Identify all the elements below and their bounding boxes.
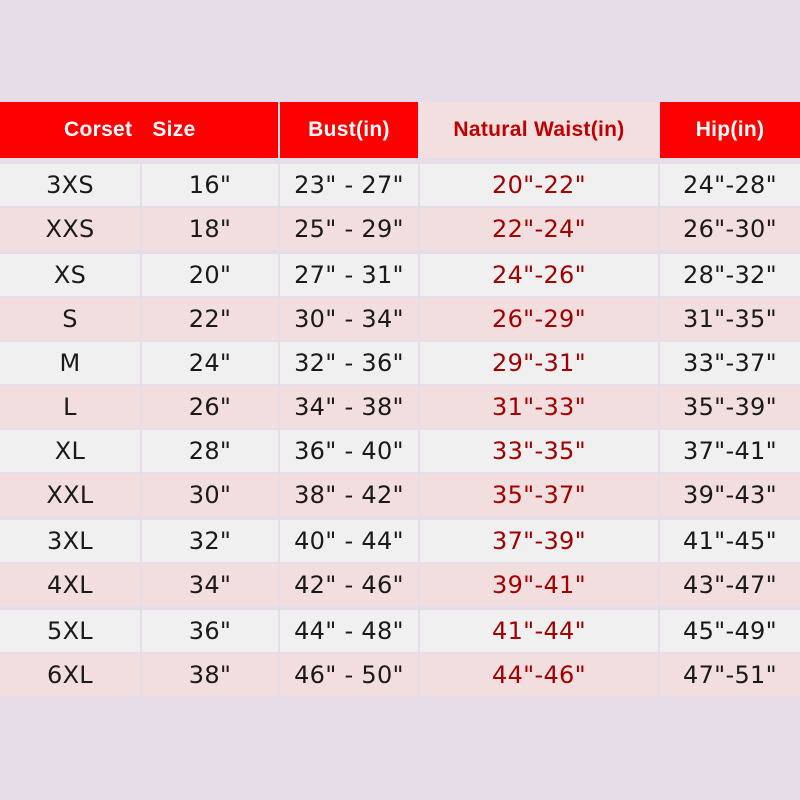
header-waist: Natural Waist(in) [420, 102, 658, 158]
hip-range-cell: 31"-35" [660, 298, 800, 340]
header-row [0, 102, 800, 158]
waist-range-cell: 31"-33" [420, 386, 658, 428]
waist-range-cell: 20"-22" [420, 164, 658, 206]
hip-range-cell: 39"-43" [660, 474, 800, 516]
corset-size-cell: 38" [142, 654, 278, 696]
size-label-cell: M [0, 342, 140, 384]
corset-size-cell: 26" [142, 386, 278, 428]
size-label-cell: 4XL [0, 564, 140, 606]
table-row [0, 430, 800, 472]
waist-range-cell: 22"-24" [420, 208, 658, 250]
table-row [0, 164, 800, 206]
hip-range-cell: 47"-51" [660, 654, 800, 696]
size-label-cell: 3XL [0, 520, 140, 562]
hip-range-cell: 28"-32" [660, 254, 800, 296]
bust-range-cell: 42" - 46" [280, 564, 418, 606]
size-label-cell: XXL [0, 474, 140, 516]
table-row [0, 564, 800, 606]
table-row [0, 298, 800, 340]
hip-range-cell: 24"-28" [660, 164, 800, 206]
hip-range-cell: 26"-30" [660, 208, 800, 250]
waist-range-cell: 39"-41" [420, 564, 658, 606]
size-label-cell: S [0, 298, 140, 340]
corset-size-cell: 18" [142, 208, 278, 250]
bust-range-cell: 27" - 31" [280, 254, 418, 296]
corset-size-cell: 24" [142, 342, 278, 384]
bust-range-cell: 36" - 40" [280, 430, 418, 472]
corset-size-cell: 34" [142, 564, 278, 606]
header-size-label: Size [152, 118, 196, 141]
waist-range-cell: 29"-31" [420, 342, 658, 384]
size-label-cell: XXS [0, 208, 140, 250]
size-label-cell: 5XL [0, 610, 140, 652]
bust-range-cell: 32" - 36" [280, 342, 418, 384]
header-bust: Bust(in) [280, 102, 418, 158]
corset-size-cell: 16" [142, 164, 278, 206]
header-hip: Hip(in) [660, 102, 800, 158]
size-label-cell: L [0, 386, 140, 428]
bust-range-cell: 30" - 34" [280, 298, 418, 340]
waist-range-cell: 33"-35" [420, 430, 658, 472]
header-corset-size [0, 102, 278, 158]
bust-range-cell: 46" - 50" [280, 654, 418, 696]
table-row [0, 208, 800, 250]
table-row [0, 520, 800, 562]
corset-size-cell: 32" [142, 520, 278, 562]
table-row [0, 474, 800, 516]
hip-range-cell: 37"-41" [660, 430, 800, 472]
corset-size-cell: 28" [142, 430, 278, 472]
hip-range-cell: 33"-37" [660, 342, 800, 384]
corset-size-cell: 30" [142, 474, 278, 516]
waist-range-cell: 44"-46" [420, 654, 658, 696]
waist-range-cell: 41"-44" [420, 610, 658, 652]
corset-size-cell: 36" [142, 610, 278, 652]
bust-range-cell: 44" - 48" [280, 610, 418, 652]
table-row [0, 386, 800, 428]
hip-range-cell: 35"-39" [660, 386, 800, 428]
corset-size-cell: 22" [142, 298, 278, 340]
size-label-cell: 6XL [0, 654, 140, 696]
table-row [0, 654, 800, 696]
size-label-cell: 3XS [0, 164, 140, 206]
bust-range-cell: 40" - 44" [280, 520, 418, 562]
header-corset-label: Corset [64, 118, 133, 141]
waist-range-cell: 35"-37" [420, 474, 658, 516]
size-label-cell: XS [0, 254, 140, 296]
hip-range-cell: 43"-47" [660, 564, 800, 606]
table-row [0, 254, 800, 296]
table-row [0, 342, 800, 384]
table-row [0, 610, 800, 652]
bust-range-cell: 34" - 38" [280, 386, 418, 428]
bust-range-cell: 23" - 27" [280, 164, 418, 206]
hip-range-cell: 45"-49" [660, 610, 800, 652]
bust-range-cell: 38" - 42" [280, 474, 418, 516]
corset-size-cell: 20" [142, 254, 278, 296]
size-label-cell: XL [0, 430, 140, 472]
bust-range-cell: 25" - 29" [280, 208, 418, 250]
waist-range-cell: 37"-39" [420, 520, 658, 562]
hip-range-cell: 41"-45" [660, 520, 800, 562]
waist-range-cell: 24"-26" [420, 254, 658, 296]
waist-range-cell: 26"-29" [420, 298, 658, 340]
